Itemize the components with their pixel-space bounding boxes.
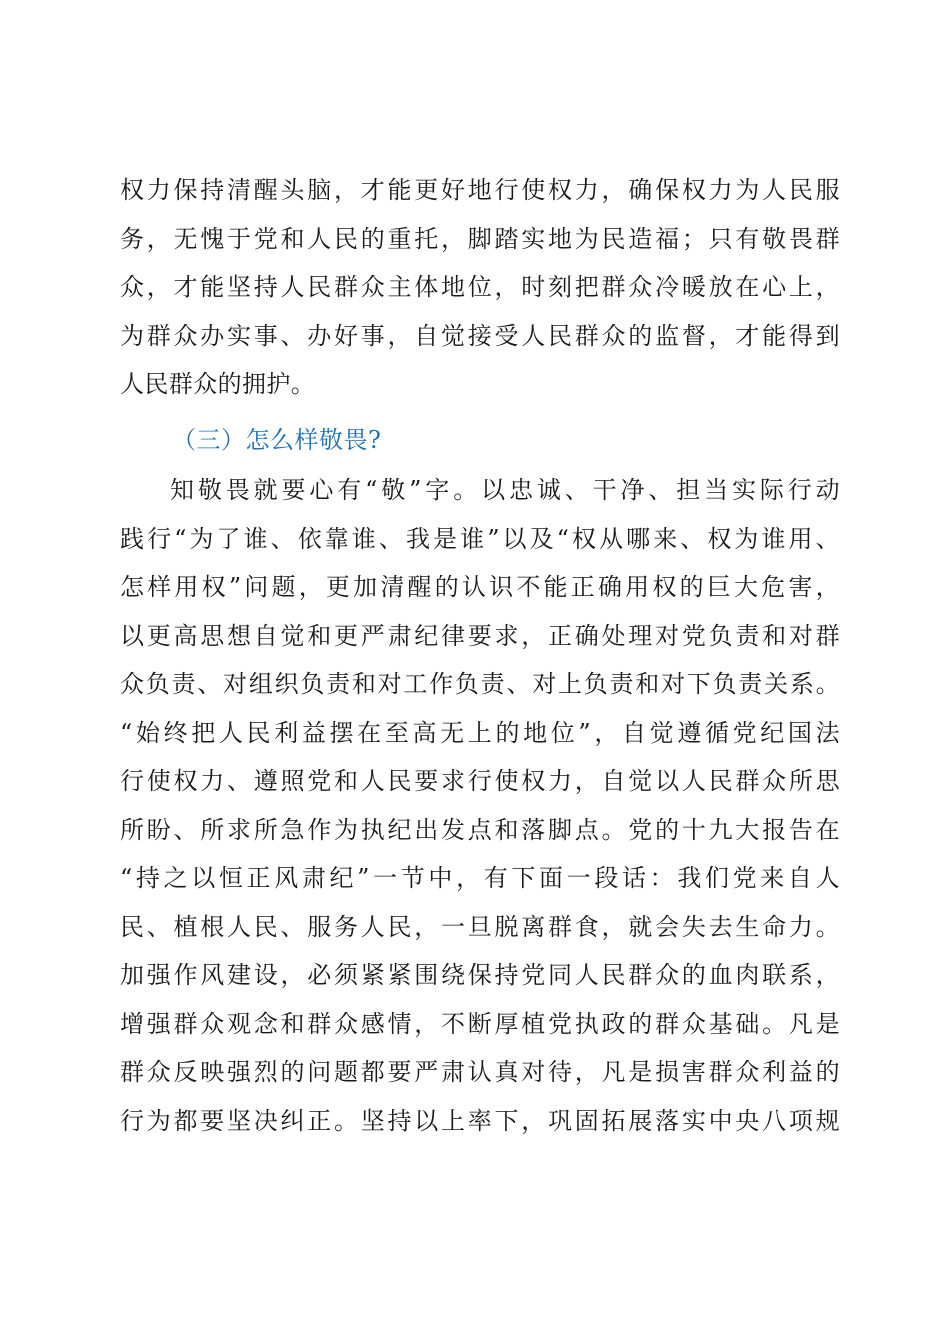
text-line: 所盼、所求所急作为执纪出发点和落脚点。党的十九大报告在 bbox=[120, 815, 840, 844]
text-line: “始终把人民利益摆在至高无上的地位”，自觉遵循党纪国法 bbox=[120, 718, 840, 747]
paragraph-body bbox=[120, 466, 840, 1145]
text-line: 行使权力、遵照党和人民要求行使权力，自觉以人民群众所思 bbox=[120, 767, 840, 795]
text-line: “持之以恒正风肃纪”一节中，有下面一段话：我们党来自人 bbox=[120, 864, 840, 892]
text-line: 知敬畏就要心有“敬”字。以忠诚、干净、担当实际行动 bbox=[170, 476, 840, 504]
text-line: 为群众办实事、办好事，自觉接受人民群众的监督，才能得到 bbox=[120, 321, 840, 350]
text-line: 怎样用权”问题，更加清醒的认识不能正确用权的巨大危害， bbox=[120, 573, 840, 601]
text-line: 人民群众的拥护。 bbox=[120, 370, 316, 398]
text-line: 众负责、对组织负责和对工作负责、对上负责和对下负责关系。 bbox=[120, 670, 840, 698]
text-line: 众，才能坚持人民群众主体地位，时刻把群众冷暖放在心上， bbox=[120, 273, 840, 301]
paragraph-continuation bbox=[120, 166, 840, 409]
section-heading: （三）怎么样敬畏? bbox=[172, 426, 382, 454]
text-line: 群众反映强烈的问题都要严肃认真对待，凡是损害群众利益的 bbox=[120, 1058, 840, 1086]
text-line: 民、植根人民、服务人民，一旦脱离群食，就会失去生命力。 bbox=[120, 912, 840, 941]
text-line: 践行“为了谁、依靠谁、我是谁”以及“权从哪来、权为谁用、 bbox=[120, 524, 840, 553]
text-line: 务，无愧于党和人民的重托，脚踏实地为民造福；只有敬畏群 bbox=[120, 224, 840, 253]
text-line: 增强群众观念和群众感情，不断厚植党执政的群众基础。凡是 bbox=[120, 1009, 840, 1038]
text-line: 权力保持清醒头脑，才能更好地行使权力，确保权力为人民服 bbox=[120, 176, 840, 204]
text-line: 以更高思想自觉和更严肃纪律要求，正确处理对党负责和对群 bbox=[120, 621, 840, 650]
text-line: 行为都要坚决纠正。坚持以上率下，巩固拓展落实中央八项规 bbox=[120, 1106, 840, 1135]
text-line: 加强作风建设，必须紧紧围绕保持党同人民群众的血肉联系， bbox=[120, 961, 840, 989]
